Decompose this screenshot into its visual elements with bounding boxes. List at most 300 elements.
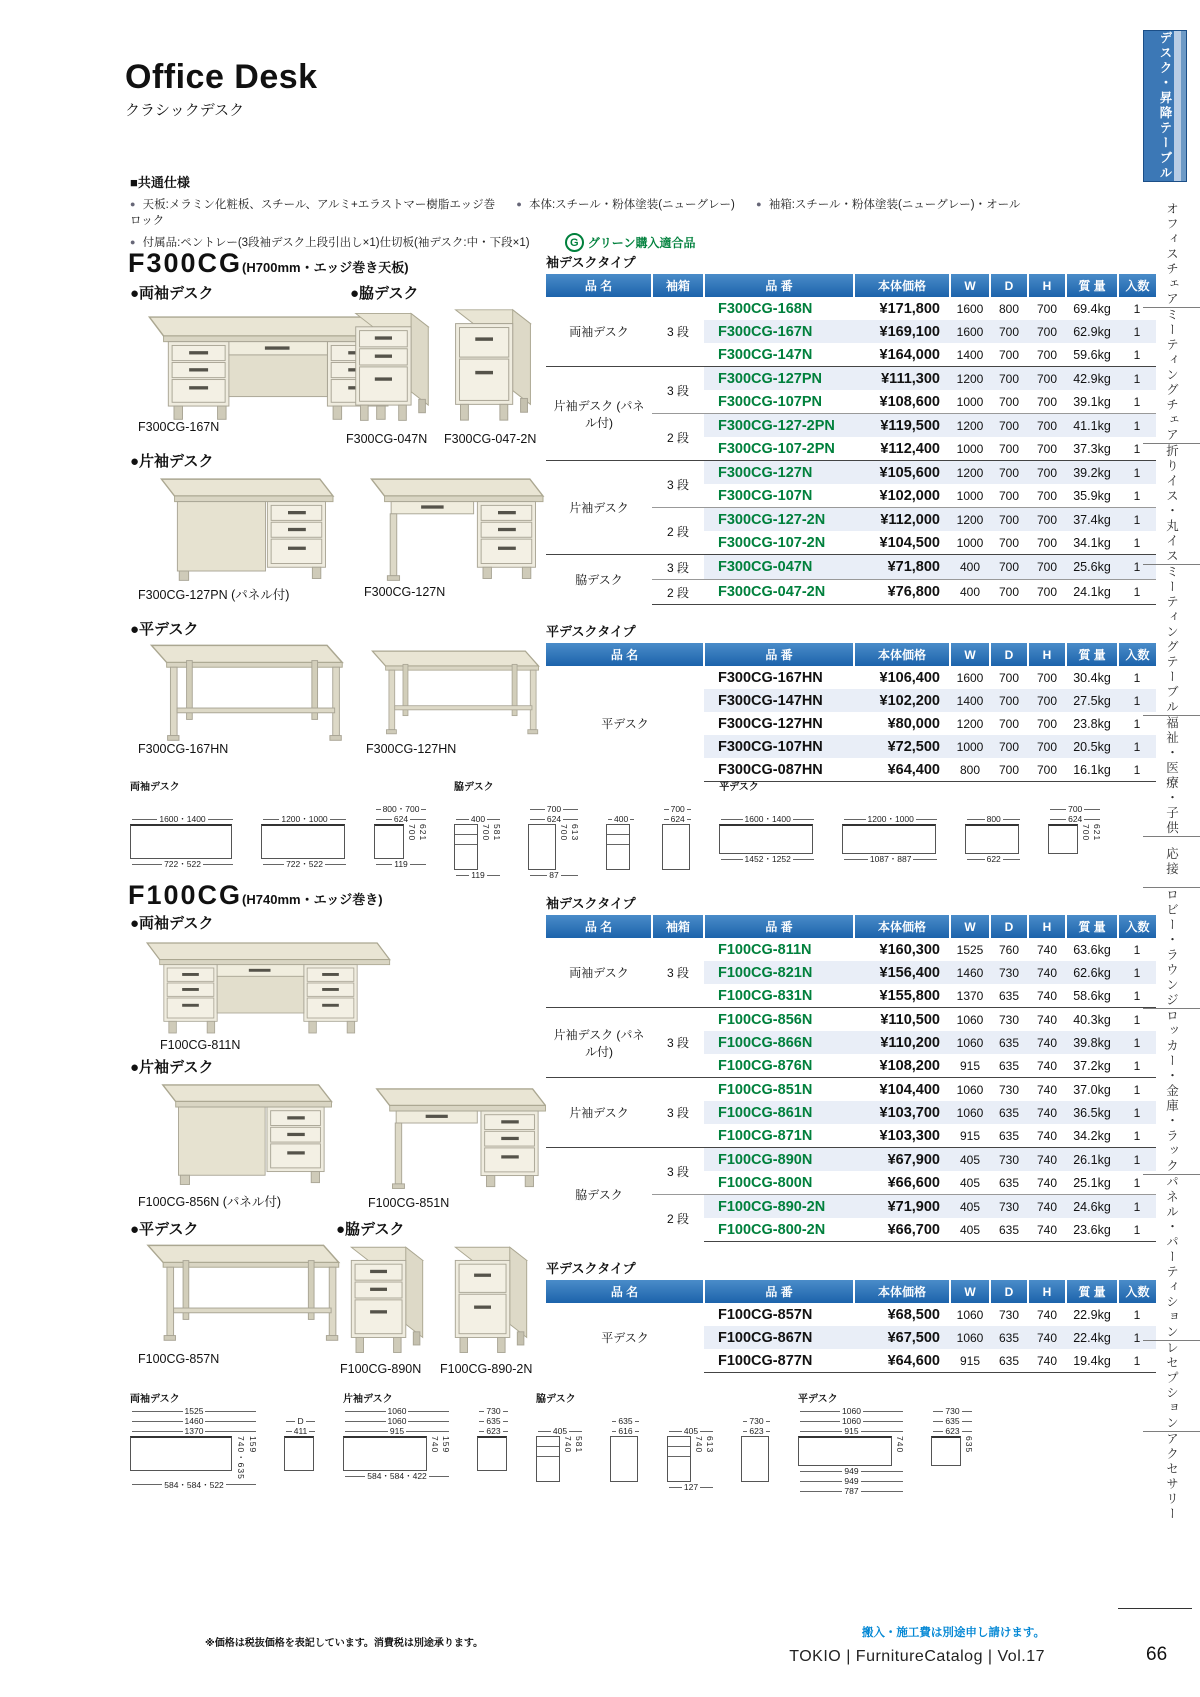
diagram-title: 片袖デスク (343, 1394, 393, 1405)
column-header: 本体価格 (854, 1280, 950, 1303)
cell: 1370 (956, 988, 984, 1003)
cell: 1 (1118, 1078, 1156, 1102)
sidebar-tab-label: ロッカー・金庫・ラック (1164, 1009, 1179, 1174)
product-code: F100CG-876N (718, 1057, 813, 1074)
column-header: 袖箱 (652, 274, 704, 297)
wt: 23.6kg (1066, 1218, 1118, 1242)
wt: 19.4kg (1066, 1349, 1118, 1373)
product-photo-flat-desk (133, 634, 355, 746)
cell: 700 (1028, 580, 1066, 605)
diagram-bottom-dims (606, 870, 636, 882)
cell: 915 (959, 1058, 981, 1073)
footer-brand: TOKIO | FurnitureCatalog | Vol.17 (789, 1648, 1045, 1665)
diagram-top-dims: D 411 (284, 1404, 317, 1436)
cell: 730 (990, 1078, 1028, 1102)
cell: 700 (990, 758, 1028, 782)
cell: 1 (1133, 716, 1141, 731)
dimension-diagram (454, 778, 502, 882)
page-number: 66 (1146, 1644, 1168, 1665)
sidebar-tab (1143, 444, 1200, 565)
product-code: F300CG-107-2PN (718, 440, 835, 457)
diagram-top-dims: 700 624 (1048, 792, 1102, 824)
cell: 1 (1118, 1349, 1156, 1373)
diagram-outline (454, 824, 478, 870)
cell: 1 (1118, 758, 1156, 782)
cell: 1 (1118, 689, 1156, 712)
cell: 1600 (950, 320, 990, 343)
cell: 740 (1028, 1078, 1066, 1102)
cell: 1 (1118, 508, 1156, 532)
dimension-diagram (536, 1390, 584, 1494)
price: ¥103,300 (879, 1127, 940, 1144)
product-code: F300CG-127N (704, 461, 854, 485)
f100-bullet-katasode: ●片袖デスク (130, 1059, 214, 1076)
diagram-side-dims: 700 581 (481, 824, 502, 842)
price: ¥71,800 (854, 555, 950, 580)
diagram-bottom-dims: 119 (374, 859, 428, 871)
product-code: F100CG-890-2N (704, 1195, 854, 1219)
wt: 37.2kg (1073, 1058, 1111, 1073)
column-header: 品 名 (546, 915, 652, 938)
cell: 700 (1036, 301, 1058, 316)
product-caption: F300CG-167N (138, 420, 220, 434)
diagram-title (965, 778, 1022, 792)
dimension-diagram (130, 778, 235, 871)
diagram-title (931, 1390, 974, 1404)
diagram-top-dims: 800 (965, 792, 1022, 824)
sidebar-tab-label: デスク・昇降テーブル (1158, 31, 1172, 181)
cell: 740 (1028, 1031, 1066, 1054)
product-code: F100CG-851N (704, 1078, 854, 1102)
diagram-bottom-dims: 722・522 (261, 859, 348, 871)
name: 平デスク (546, 1303, 704, 1373)
cell: 700 (1036, 535, 1058, 550)
diagram-title (1048, 778, 1102, 792)
f300-flat-table (546, 643, 1156, 782)
diagram-side-dims: 740・635 159 (236, 1436, 258, 1480)
wt: 62.9kg (1066, 320, 1118, 343)
wt: 24.6kg (1066, 1195, 1118, 1219)
cell: 1000 (956, 394, 984, 409)
column-header: D (990, 643, 1028, 666)
cell: 700 (990, 735, 1028, 758)
cell: 730 (990, 1008, 1028, 1032)
diagram-outline (261, 824, 345, 859)
diagram-title (528, 778, 580, 792)
wt: 40.3kg (1066, 1008, 1118, 1032)
cell: 635 (990, 1349, 1028, 1373)
cell: 1200 (956, 716, 984, 731)
diagram-outline (1048, 824, 1078, 854)
column-header: 入数 (1118, 915, 1156, 938)
diagram-title: 平デスク (798, 1394, 838, 1405)
sidebar-tab (1143, 1341, 1200, 1432)
cell: 1 (1118, 320, 1156, 343)
cell: 1200 (950, 414, 990, 438)
product-photo-side-cab3 (342, 1236, 432, 1360)
wt: 39.8kg (1066, 1031, 1118, 1054)
cell: 400 (950, 555, 990, 580)
name: 片袖デスク (546, 1078, 652, 1148)
price: ¥111,300 (854, 367, 950, 391)
dimension-diagram (662, 778, 693, 882)
cell: 1 (1118, 414, 1156, 438)
cell: 1 (1133, 394, 1141, 409)
product-code: F100CG-877N (704, 1349, 854, 1373)
cell: 1000 (956, 535, 984, 550)
cell: 1 (1118, 1326, 1156, 1349)
sidebar-tab (1143, 1175, 1200, 1341)
cell: 740 (1028, 1008, 1066, 1032)
dimension-diagram (1048, 778, 1102, 866)
diagram-outline (741, 1436, 769, 1482)
table-row (546, 666, 1156, 689)
wt: 25.6kg (1066, 555, 1118, 580)
cell: 1000 (956, 441, 984, 456)
column-header: W (950, 274, 990, 297)
cell: 740 (1036, 1307, 1058, 1322)
cell: 760 (998, 942, 1020, 957)
f300-flat-table-title: 平デスクタイプ (546, 624, 636, 639)
product-code: F300CG-047N (704, 555, 854, 580)
column-header: 質 量 (1066, 274, 1118, 297)
price: ¥64,400 (854, 758, 950, 782)
product-caption: F100CG-851N (368, 1196, 450, 1210)
wt: 69.4kg (1073, 301, 1111, 316)
diagram-bottom-dims: 584・584・522 (130, 1480, 258, 1492)
diagram-title (662, 778, 693, 792)
diagram-bottom-dims: 584・584・422 (343, 1471, 451, 1483)
dimension-diagram (719, 778, 816, 866)
price: ¥102,200 (854, 689, 950, 712)
column-header: 品 名 (546, 643, 704, 666)
cell: 730 (990, 1195, 1028, 1219)
cell: 700 (990, 508, 1028, 532)
cell: 800 (998, 301, 1020, 316)
cell: 740 (1036, 1128, 1058, 1143)
cell: 1 (1133, 942, 1141, 957)
column-header: 質 量 (1066, 915, 1118, 938)
price: ¥171,800 (879, 300, 940, 317)
column-header: 入数 (1118, 1280, 1156, 1303)
cell: 1200 (950, 508, 990, 532)
diagram-top-dims: 1060 1060 915 (798, 1404, 905, 1436)
f300-bullet-katasode: ●片袖デスク (130, 453, 214, 470)
sidebar-tab (1143, 565, 1200, 716)
cell: 740 (1036, 942, 1058, 957)
cell: 1 (1133, 488, 1141, 503)
diagram-top-dims: 730 623 (741, 1404, 772, 1436)
cell: 700 (1028, 367, 1066, 391)
column-header: 品 番 (704, 915, 854, 938)
cell: 700 (1028, 320, 1066, 343)
wt: 16.1kg (1066, 758, 1118, 782)
diagram-title (610, 1390, 641, 1404)
diagram-outline (798, 1436, 892, 1466)
sidebar-tab-label: ロビー・ラウンジ (1164, 888, 1179, 1008)
diagram-outline (606, 824, 630, 870)
cell: 700 (990, 461, 1028, 485)
cell: 700 (998, 347, 1020, 362)
diagram-outline (719, 824, 813, 854)
diagram-outline (931, 1436, 961, 1466)
price: ¥105,600 (854, 461, 950, 485)
specs-heading: ■共通仕様 (130, 175, 190, 190)
name: 両袖デスク (546, 938, 652, 1008)
cell: 700 (1036, 716, 1058, 731)
sidebar-tab-label: レセプション (1164, 1341, 1179, 1431)
product-code: F300CG-127HN (718, 715, 823, 732)
cell: 915 (950, 1349, 990, 1373)
cell: 1400 (950, 689, 990, 712)
diagram-bottom-dims: 1087・887 (842, 854, 939, 866)
diagram-bottom-dims: 87 (528, 870, 580, 882)
diagram-outline (130, 1436, 232, 1471)
price-table (546, 1280, 1156, 1373)
diagram-bottom-dims: 949 949 787 (798, 1466, 905, 1496)
product-code: F100CG-800N (718, 1174, 813, 1191)
sidebar-tab-label: 福祉・医療・子供 (1164, 716, 1179, 836)
column-header: 入数 (1118, 643, 1156, 666)
dimension-diagram (606, 778, 636, 882)
dan: 2 段 (652, 508, 704, 555)
dimension-diagram (343, 1390, 451, 1483)
sidebar-tab-label: アクセサリー (1164, 1432, 1179, 1522)
f100-dimension-diagrams (130, 1390, 1040, 1496)
cell: 700 (1036, 441, 1058, 456)
wt: 37.0kg (1066, 1078, 1118, 1102)
diagram-side-dims: 700 621 (407, 824, 428, 842)
diagram-title (741, 1390, 772, 1404)
table-row (546, 461, 1156, 485)
diagram-outline (842, 824, 936, 854)
cell: 400 (950, 580, 990, 605)
dan: 3 段 (652, 461, 704, 508)
footer-price-note: ※価格は税抜価格を表記しています。消費税は別途承ります。 (205, 1638, 484, 1649)
name: 片袖デスク (546, 461, 652, 555)
cell: 1 (1133, 670, 1141, 685)
diagram-side-dims: 740 581 (563, 1436, 584, 1454)
f100-flat-table-title: 平デスクタイプ (546, 1261, 636, 1276)
cell: 635 (990, 1101, 1028, 1124)
column-header: H (1028, 274, 1066, 297)
product-caption: F300CG-047N (346, 432, 428, 446)
bullet-dot-icon: ● (130, 236, 136, 247)
product-code: F100CG-871N (718, 1127, 813, 1144)
price-table (546, 915, 1156, 1242)
cell: 1 (1133, 1307, 1141, 1322)
column-header: W (950, 1280, 990, 1303)
diagram-top-dims: 1600・1400 (719, 792, 816, 824)
price: ¥110,200 (854, 1031, 950, 1054)
cell: 700 (998, 535, 1020, 550)
f300-heading: F300CG(H700mm・エッジ巻き天板) (128, 248, 409, 278)
cell: 1060 (956, 1307, 984, 1322)
dimension-diagram (842, 778, 939, 866)
table-row (546, 367, 1156, 391)
product-caption: F300CG-167HN (138, 742, 229, 756)
cell: 700 (1028, 758, 1066, 782)
cell: 700 (998, 441, 1020, 456)
product-code: F100CG-811N (718, 941, 812, 958)
name: 脇デスク (546, 555, 652, 605)
product-photo-desk-panel (133, 466, 353, 586)
wt: 34.2kg (1073, 1128, 1111, 1143)
diagram-bottom-dims (536, 1482, 584, 1494)
dan: 3 段 (652, 938, 704, 1008)
cell: 700 (1036, 488, 1058, 503)
cell: 740 (1028, 1349, 1066, 1373)
bullet-dot-icon: ● (130, 199, 136, 209)
product-code: F300CG-107HN (704, 735, 854, 758)
price: ¥108,200 (879, 1057, 940, 1074)
product-code: F300CG-107-2N (718, 534, 826, 551)
column-header: 袖箱 (652, 915, 704, 938)
diagram-bottom-dims (284, 1471, 317, 1483)
dimension-diagram (284, 1390, 317, 1483)
diagram-title: 両袖デスク (130, 1394, 180, 1405)
cell: 1 (1133, 1058, 1141, 1073)
cell: 635 (998, 988, 1020, 1003)
cell: 635 (990, 1031, 1028, 1054)
f300-bullet-hira: ●平デスク (130, 621, 199, 638)
cell: 405 (959, 1175, 981, 1190)
cell: 635 (990, 1326, 1028, 1349)
sidebar-tab-label: パネル・パーティション (1164, 1175, 1179, 1340)
price: ¥72,500 (854, 735, 950, 758)
cell: 700 (1028, 689, 1066, 712)
cell: 915 (959, 1128, 981, 1143)
page-subtitle: クラシックデスク (125, 102, 245, 119)
cell: 1060 (950, 1101, 990, 1124)
cell: 1 (1133, 301, 1141, 316)
price: ¥119,500 (854, 414, 950, 438)
cell: 1460 (950, 961, 990, 984)
dan: 2 段 (652, 580, 704, 605)
product-code: F300CG-107N (718, 487, 813, 504)
cell: 700 (990, 320, 1028, 343)
product-caption: F100CG-856N (パネル付) (138, 1195, 282, 1209)
table-row (546, 555, 1156, 580)
diagram-top-dims: 1200・1000 (842, 792, 939, 824)
column-header: 品 番 (704, 1280, 854, 1303)
diagram-top-dims: 800・700 624 (374, 792, 428, 824)
cell: 700 (990, 414, 1028, 438)
diagram-top-dims: 730 635 623 (931, 1404, 974, 1436)
product-photo-desk-single (358, 466, 548, 586)
wt: 22.4kg (1066, 1326, 1118, 1349)
column-header: D (990, 1280, 1028, 1303)
dan: 3 段 (652, 1148, 704, 1195)
diagram-title: 平デスク (719, 782, 759, 793)
product-caption: F300CG-127N (364, 585, 446, 599)
cell: 635 (990, 1218, 1028, 1242)
f300-bullet-ryosode: ●両袖デスク (130, 285, 214, 302)
cell: 1 (1133, 988, 1141, 1003)
table-header-row (546, 915, 1156, 938)
page-title: Office Desk (125, 58, 318, 96)
f100-flat-table (546, 1280, 1156, 1373)
cell: 740 (1036, 1175, 1058, 1190)
cell: 800 (950, 758, 990, 782)
wt: 27.5kg (1066, 689, 1118, 712)
product-code: F300CG-168N (718, 300, 813, 317)
cell: 700 (990, 689, 1028, 712)
cell: 730 (990, 1148, 1028, 1172)
diagram-top-dims: 400 (454, 792, 502, 824)
product-photo-desk-panel (133, 1072, 353, 1190)
diagram-title (842, 778, 939, 792)
sidebar-tab (1143, 1432, 1200, 1522)
column-header: 本体価格 (854, 274, 950, 297)
diagram-title (374, 778, 428, 792)
f100-heading: F100CG(H740mm・エッジ巻き) (128, 880, 383, 910)
cell: 700 (990, 580, 1028, 605)
diagram-bottom-dims: 119 (454, 870, 502, 882)
cell: 1200 (950, 367, 990, 391)
column-header: 品 番 (704, 274, 854, 297)
dimension-diagram (798, 1390, 905, 1496)
product-photo-flat-desk (133, 1234, 348, 1346)
diagram-top-dims: 700 624 (662, 792, 693, 824)
product-caption: F300CG-047-2N (444, 432, 537, 446)
dimension-diagram (610, 1390, 641, 1494)
cell: 1 (1118, 1008, 1156, 1032)
cell: 700 (1036, 394, 1058, 409)
table-row (546, 297, 1156, 320)
price: ¥67,500 (854, 1326, 950, 1349)
product-code: F300CG-127-2N (704, 508, 854, 532)
cell: 635 (998, 1058, 1020, 1073)
sidebar-tab (1143, 716, 1200, 837)
column-header: W (950, 643, 990, 666)
diagram-top-dims: 1525 1460 1370 (130, 1404, 258, 1436)
diagram-outline (610, 1436, 638, 1482)
column-header: H (1028, 643, 1066, 666)
bullet-dot-icon: ● (516, 199, 522, 209)
cell: 1400 (956, 347, 984, 362)
dimension-diagram (931, 1390, 974, 1478)
price: ¥64,600 (854, 1349, 950, 1373)
product-code: F100CG-831N (718, 987, 813, 1004)
column-header: 入数 (1118, 274, 1156, 297)
cell: 1060 (950, 1326, 990, 1349)
diagram-title (261, 778, 348, 792)
diagram-side-dims: 740 (895, 1436, 905, 1454)
cell: 1060 (950, 1031, 990, 1054)
cell: 740 (1028, 1148, 1066, 1172)
cell: 1 (1118, 1031, 1156, 1054)
wt: 37.4kg (1066, 508, 1118, 532)
cell: 740 (1028, 1195, 1066, 1219)
wt: 37.3kg (1073, 441, 1111, 456)
wt: 23.8kg (1073, 716, 1111, 731)
table-row (546, 1008, 1156, 1032)
specs-line1: ● 天板:メラミン化粧板、スチール、アルミ+エラストマー樹脂エッジ巻 ● 本体:スチール・粉体塗装(ニューグレー) ● 袖箱:スチール・粉体塗装(ニューグレー)・オールロック (130, 199, 1021, 227)
product-caption: F100CG-811N (160, 1038, 241, 1052)
diagram-title (477, 1390, 510, 1404)
product-code: F300CG-047-2N (704, 580, 854, 605)
diagram-outline (528, 824, 556, 870)
cell: 700 (998, 670, 1020, 685)
price: ¥67,900 (854, 1148, 950, 1172)
product-code: F100CG-861N (704, 1101, 854, 1124)
table-header-row (546, 643, 1156, 666)
price-table (546, 274, 1156, 605)
cell: 730 (990, 961, 1028, 984)
price: ¥103,700 (854, 1101, 950, 1124)
price: ¥160,300 (879, 941, 940, 958)
